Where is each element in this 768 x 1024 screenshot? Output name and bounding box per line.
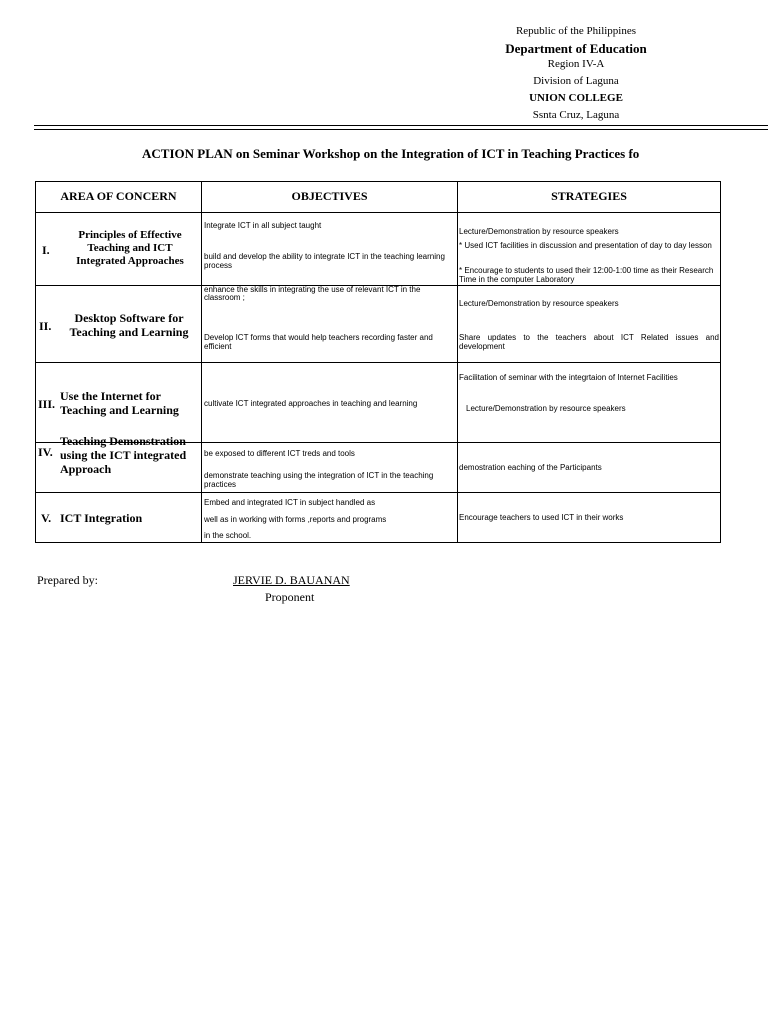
area-of-concern: ICT Integration bbox=[60, 511, 143, 525]
column-divider bbox=[201, 181, 202, 543]
strategy-item: Share updates to the teachers about ICT Related issues and development bbox=[459, 333, 719, 351]
objective-item: enhance the skills in integrating the use of relevant ICT in the classroom ; bbox=[204, 286, 421, 302]
table-border-left bbox=[35, 181, 36, 543]
area-of-concern: Use the Internet for Teaching and Learning bbox=[60, 389, 179, 417]
objective-item: demonstrate teaching using the integration of ICT in the teaching practices bbox=[204, 471, 434, 489]
table-border-right bbox=[720, 181, 721, 543]
address-line: Ssnta Cruz, Laguna bbox=[532, 109, 620, 121]
column-header-objectives: OBJECTIVES bbox=[291, 189, 368, 203]
strategy-item: Lecture/Demonstration by resource speakers bbox=[466, 404, 626, 413]
strategy-item: Lecture/Demonstration by resource speakers bbox=[459, 227, 619, 236]
column-header-area: AREA OF CONCERN bbox=[60, 189, 177, 203]
strategy-item: * Encourage to students to used their 12:00-1:00 time as their Research Time in the computer Laboratory bbox=[459, 266, 714, 284]
objective-item: cultivate ICT integrated approaches in teaching and learning bbox=[204, 399, 418, 408]
republic-line: Republic of the Philippines bbox=[515, 25, 637, 37]
objective-item: in the school. bbox=[204, 531, 252, 540]
document-title: ACTION PLAN on Seminar Workshop on the Integration of ICT in Teaching Practices fo bbox=[142, 146, 640, 161]
row-number: IV. bbox=[38, 445, 53, 459]
row-number: V. bbox=[41, 511, 52, 525]
row-number: III. bbox=[38, 397, 56, 411]
row-divider bbox=[35, 362, 721, 363]
prepared-by-label: Prepared by: bbox=[37, 573, 98, 587]
strategy-item: Encourage teachers to used ICT in their works bbox=[459, 513, 624, 522]
table-border-top bbox=[35, 181, 721, 182]
objective-item: Embed and integrated ICT in subject handled as bbox=[204, 498, 376, 507]
row-number: II. bbox=[39, 319, 52, 333]
column-header-strategies: STRATEGIES bbox=[551, 189, 627, 203]
proponent-name: JERVIE D. BAUANAN bbox=[233, 573, 350, 587]
column-divider bbox=[457, 181, 458, 543]
proponent-role: Proponent bbox=[265, 590, 315, 604]
area-of-concern: Desktop Software for Teaching and Learning bbox=[69, 311, 189, 339]
strategy-item: Lecture/Demonstration by resource speakers bbox=[459, 299, 619, 308]
header-rule-bottom bbox=[34, 129, 768, 130]
division-line: Division of Laguna bbox=[533, 75, 619, 87]
header-rule-top bbox=[34, 125, 768, 126]
department-name: Department of Education bbox=[505, 41, 647, 56]
table-border-bottom bbox=[35, 542, 721, 543]
objective-item: build and develop the ability to integrate ICT in the teaching learning process bbox=[204, 252, 445, 270]
row-number: I. bbox=[42, 243, 50, 257]
area-of-concern: Principles of Effective Teaching and ICT Integrated Approaches bbox=[76, 229, 184, 267]
college-name: UNION COLLEGE bbox=[529, 92, 623, 104]
objective-item: Develop ICT forms that would help teachers recording faster and efficient bbox=[204, 333, 433, 351]
objective-item: be exposed to different ICT treds and tools bbox=[204, 449, 355, 458]
objective-item: Integrate ICT in all subject taught bbox=[204, 221, 322, 230]
strategy-item: demostration eaching of the Participants bbox=[459, 463, 602, 472]
objective-item: well as in working with forms ,reports and programs bbox=[204, 515, 387, 524]
strategy-item: Facilitation of seminar with the integrtaion of Internet Facilities bbox=[459, 373, 678, 382]
row-divider bbox=[35, 492, 721, 493]
table-header-divider bbox=[35, 212, 721, 213]
strategy-item: * Used ICT facilities in discussion and presentation of day to day lesson bbox=[459, 241, 712, 250]
area-of-concern: Teaching Demonstration using the ICT integrated Approach bbox=[60, 434, 187, 476]
region-line: Region IV-A bbox=[547, 58, 605, 70]
